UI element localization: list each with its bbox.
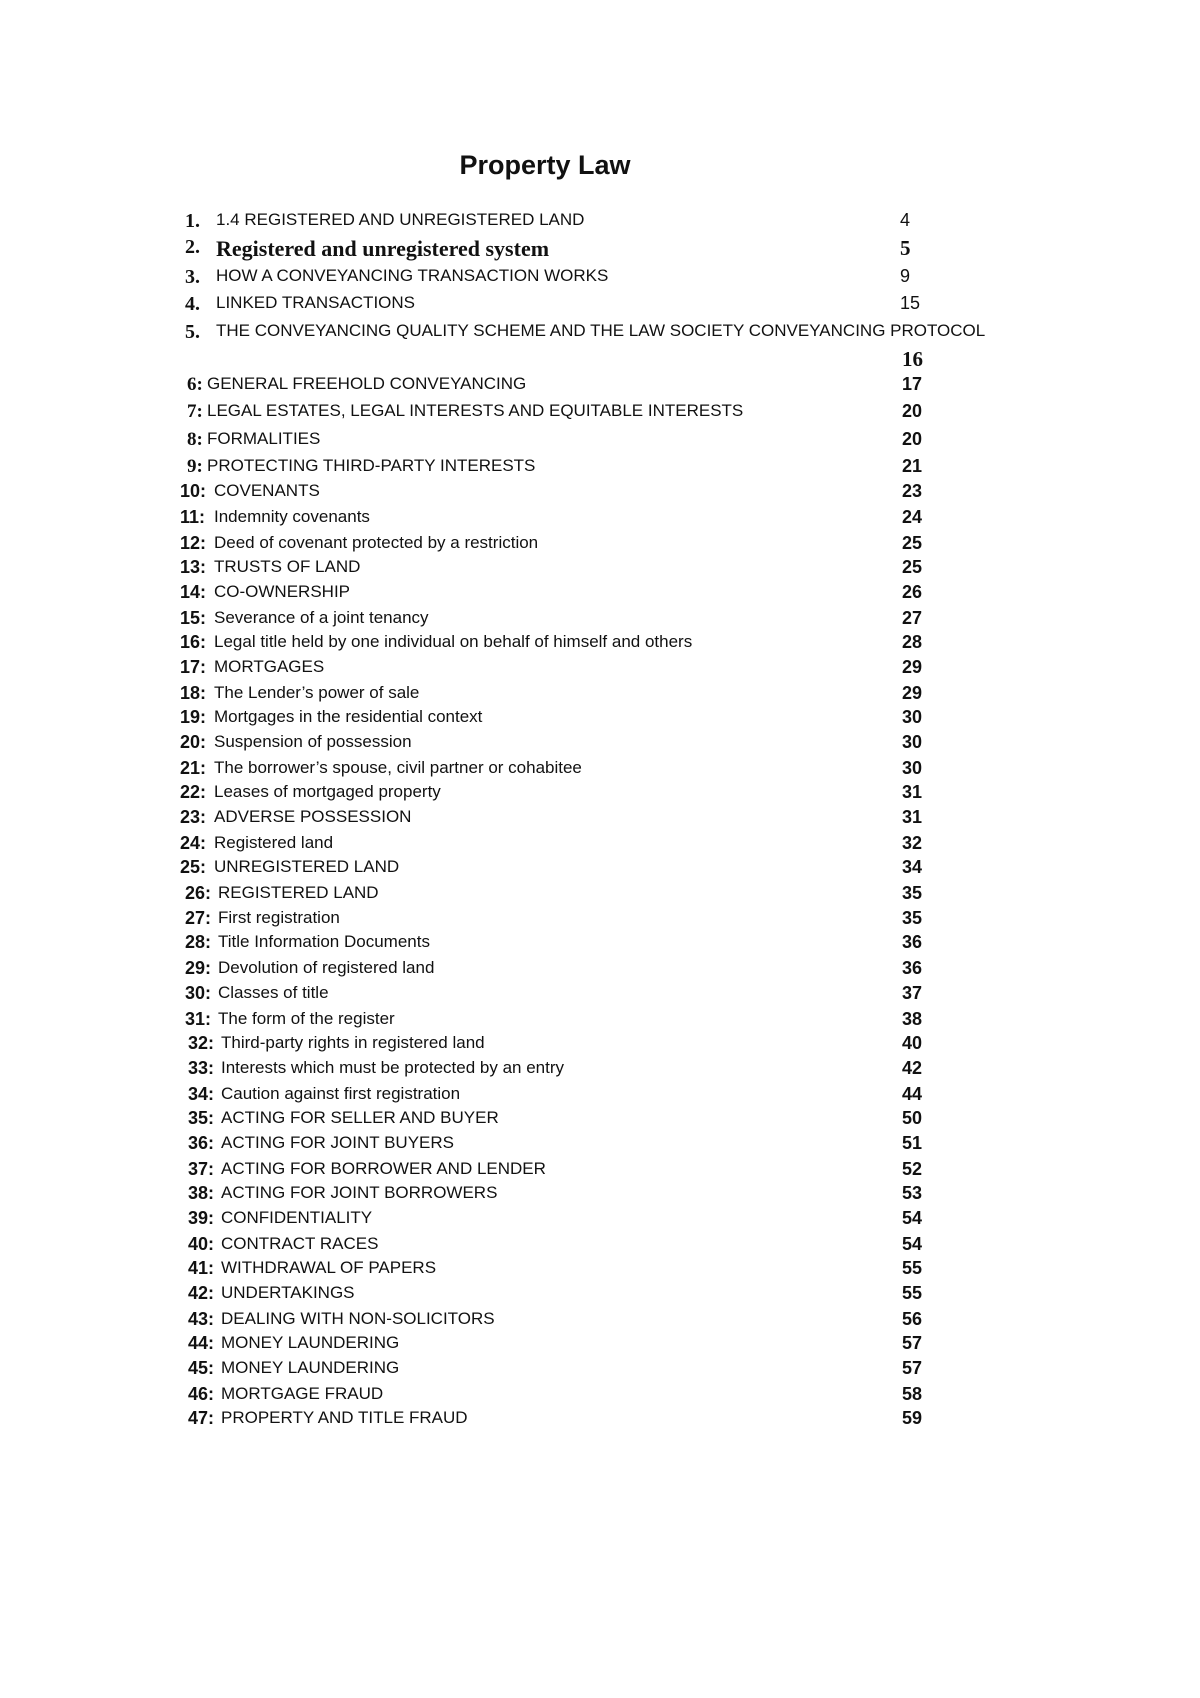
toc-entry-number: 24:: [180, 833, 207, 853]
toc-entry-page: 23: [902, 481, 923, 501]
toc-entry-page: 52: [902, 1159, 923, 1179]
toc-entry-page: 51: [902, 1133, 923, 1153]
toc-entry: [0, 321, 1200, 371]
toc-entry-page: 35: [902, 908, 923, 928]
toc-entry-page: 27: [902, 608, 923, 628]
toc-entry-title: Registered land: [214, 833, 334, 852]
toc-entry-page: 42: [902, 1058, 923, 1078]
toc-entry-page: 29: [902, 683, 923, 703]
toc-entry-page: 24: [902, 507, 923, 527]
toc-entry: [0, 210, 1200, 236]
toc-entry-page: 34: [902, 857, 923, 877]
toc-entry: [0, 707, 1200, 733]
toc-entry: [0, 983, 1200, 1009]
toc-entry: [0, 456, 1200, 482]
toc-entry-title: LINKED TRANSACTIONS: [216, 293, 416, 312]
toc-entry-page: 16: [902, 347, 923, 371]
toc-entry-number: 44:: [188, 1333, 215, 1353]
toc-entry-page: 57: [902, 1333, 923, 1353]
toc-entry-number: 11:: [180, 507, 206, 527]
toc-entry-page: 32: [902, 833, 923, 853]
toc-entry: [0, 1108, 1200, 1134]
toc-entry-title: TRUSTS OF LAND: [214, 557, 361, 576]
toc-entry-number: 22:: [180, 782, 207, 802]
toc-entry-number: 20:: [180, 732, 207, 752]
toc-entry-title: UNREGISTERED LAND: [214, 857, 400, 876]
toc-entry-title: Interests which must be protected by an entry: [221, 1058, 565, 1077]
toc-entry-number: 6:: [187, 374, 203, 395]
toc-entry-number: 23:: [180, 807, 207, 827]
toc-entry-page: 53: [902, 1183, 923, 1203]
toc-entry-title: WITHDRAWAL OF PAPERS: [221, 1258, 437, 1277]
toc-entry: [0, 782, 1200, 808]
toc-entry-title: The borrower’s spouse, civil partner or cohabitee: [214, 758, 582, 777]
toc-entry: [0, 632, 1200, 658]
toc-entry-title: Classes of title: [218, 983, 329, 1002]
toc-entry-title: CONTRACT RACES: [221, 1234, 379, 1253]
toc-entry-title: Indemnity covenants: [214, 507, 370, 526]
toc-entry-page: 26: [902, 582, 923, 602]
toc-entry-number: 45:: [188, 1358, 215, 1378]
toc-entry-page: 36: [902, 932, 923, 952]
toc-entry-number: 15:: [180, 608, 207, 628]
toc-entry-page: 29: [902, 657, 923, 677]
toc-entry: [0, 958, 1200, 984]
toc-entry: [0, 1084, 1200, 1110]
toc-entry-number: 18:: [180, 683, 207, 703]
toc-entry-number: 32:: [188, 1033, 215, 1053]
toc-entry-title: GENERAL FREEHOLD CONVEYANCING: [207, 374, 527, 393]
toc-entry-number: 2.: [185, 236, 200, 258]
toc-entry-page: 35: [902, 883, 923, 903]
toc-entry-title: Legal title held by one individual on behalf of himself and others: [214, 632, 693, 651]
toc-entry-page: 30: [902, 707, 923, 727]
toc-entry-title: 1.4 REGISTERED AND UNREGISTERED LAND: [216, 210, 585, 229]
toc-entry-page: 50: [902, 1108, 923, 1128]
toc-entry-number: 34:: [188, 1084, 215, 1104]
toc-entry-number: 10:: [180, 481, 207, 501]
toc-entry-number: 1.: [185, 210, 200, 232]
toc-entry: [0, 608, 1200, 634]
toc-entry-number: 13:: [180, 557, 207, 577]
toc-entry-title: LEGAL ESTATES, LEGAL INTERESTS AND EQUITABLE INTERESTS: [207, 401, 744, 420]
toc-entry-page: 57: [902, 1358, 923, 1378]
toc-entry: [0, 401, 1200, 427]
toc-entry-number: 12:: [180, 533, 207, 553]
toc-entry-number: 5.: [185, 321, 200, 343]
toc-entry-title: The Lender’s power of sale: [214, 683, 420, 702]
toc-entry-number: 14:: [180, 582, 207, 602]
toc-entry-title: Devolution of registered land: [218, 958, 435, 977]
toc-entry-page: 25: [902, 557, 923, 577]
page-title: Property Law: [459, 150, 631, 180]
toc-entry-number: 36:: [188, 1133, 215, 1153]
toc-entry-page: 40: [902, 1033, 923, 1053]
toc-entry-number: 47:: [188, 1408, 215, 1428]
toc-entry-title: MONEY LAUNDERING: [221, 1358, 400, 1377]
toc-entry-title: The form of the register: [218, 1009, 395, 1028]
toc-entry-title: Caution against first registration: [221, 1084, 461, 1103]
toc-entry-number: 41:: [188, 1258, 215, 1278]
toc-entry: [0, 374, 1200, 400]
toc-entry-page: 56: [902, 1309, 923, 1329]
toc-entry-number: 33:: [188, 1058, 215, 1078]
toc-entry: [0, 557, 1200, 583]
toc-entry: [0, 1384, 1200, 1410]
toc-entry: [0, 1408, 1200, 1434]
toc-entry-number: 26:: [185, 883, 212, 903]
toc-entry-title: THE CONVEYANCING QUALITY SCHEME AND THE LAW SOCIETY CONVEYANCING PROTOCOL: [216, 321, 986, 340]
toc-entry-page: 20: [902, 429, 923, 449]
toc-entry-title: PROTECTING THIRD-PARTY INTERESTS: [207, 456, 536, 475]
toc-entry-title: Suspension of possession: [214, 732, 412, 751]
toc-entry-title: FORMALITIES: [207, 429, 321, 448]
toc-entry-title: HOW A CONVEYANCING TRANSACTION WORKS: [216, 266, 609, 285]
toc-entry: [0, 683, 1200, 709]
toc-entry: [0, 507, 1200, 533]
toc-entry-title: MORTGAGE FRAUD: [221, 1384, 384, 1403]
toc-entry-page: 59: [902, 1408, 923, 1428]
toc-entry: [0, 908, 1200, 934]
toc-entry-number: 7:: [187, 401, 203, 422]
toc-entry: [0, 1058, 1200, 1084]
toc-entry-number: 25:: [180, 857, 207, 877]
toc-entry: [0, 1033, 1200, 1059]
toc-entry-number: 4.: [185, 293, 200, 315]
toc-entry: [0, 732, 1200, 758]
toc-entry-number: 35:: [188, 1108, 215, 1128]
toc-entry-page: 36: [902, 958, 923, 978]
toc-entry-number: 38:: [188, 1183, 215, 1203]
toc-entry: [0, 429, 1200, 455]
toc-entry-number: 28:: [185, 932, 212, 952]
toc-entry: [0, 1309, 1200, 1335]
toc-entry: [0, 481, 1200, 507]
toc-entry-title: ADVERSE POSSESSION: [214, 807, 412, 826]
toc-entry-page: 38: [902, 1009, 923, 1029]
toc-entry-title: Severance of a joint tenancy: [214, 608, 429, 627]
toc-entry: [0, 1333, 1200, 1359]
toc-entry-number: 39:: [188, 1208, 215, 1228]
toc-entry-page: 54: [902, 1234, 923, 1254]
toc-entry: [0, 293, 1200, 319]
toc-entry: [0, 883, 1200, 909]
toc-entry-number: 27:: [185, 908, 212, 928]
toc-entry-number: 16:: [180, 632, 207, 652]
toc-entry-page: 30: [902, 758, 923, 778]
toc-entry-title: ACTING FOR JOINT BUYERS: [221, 1133, 454, 1152]
toc-entry-number: 42:: [188, 1283, 215, 1303]
toc-entry: [0, 1183, 1200, 1209]
toc-entry: [0, 582, 1200, 608]
toc-entry-number: 29:: [185, 958, 212, 978]
toc-entry-title: UNDERTAKINGS: [221, 1283, 355, 1302]
toc-entry: [0, 807, 1200, 833]
toc-entry: [0, 1009, 1200, 1035]
toc-entry-title: Leases of mortgaged property: [214, 782, 441, 801]
toc-entry-page: 5: [900, 236, 911, 260]
toc-entry-number: 31:: [185, 1009, 212, 1029]
toc-entry: [0, 1159, 1200, 1185]
toc-entry-title: Third-party rights in registered land: [221, 1033, 485, 1052]
toc-entry-title: DEALING WITH NON-SOLICITORS: [221, 1309, 495, 1328]
toc-entry-page: 31: [902, 807, 923, 827]
toc-entry-page: 54: [902, 1208, 923, 1228]
toc-entry-page: 17: [902, 374, 923, 394]
toc-entry-number: 21:: [180, 758, 207, 778]
toc-entry-page: 20: [902, 401, 923, 421]
toc-entry: [0, 657, 1200, 683]
toc-entry-page: 55: [902, 1283, 923, 1303]
toc-entry-title: Deed of covenant protected by a restriction: [214, 533, 539, 552]
toc-entry-number: 46:: [188, 1384, 215, 1404]
toc-entry-page: 9: [900, 266, 911, 286]
toc-entry-page: 25: [902, 533, 923, 553]
toc-entry-number: 30:: [185, 983, 212, 1003]
toc-entry-page: 44: [902, 1084, 923, 1104]
toc-entry: [0, 1208, 1200, 1234]
toc-entry: [0, 1283, 1200, 1309]
toc-entry-page: 4: [900, 210, 911, 230]
toc-entry-title: MORTGAGES: [214, 657, 325, 676]
toc-entry-number: 19:: [180, 707, 207, 727]
toc-entry-page: 28: [902, 632, 923, 652]
toc-entry: [0, 1258, 1200, 1284]
toc-entry-number: 17:: [180, 657, 207, 677]
toc-entry-title: Registered and unregistered system: [216, 236, 550, 261]
toc-entry-page: 31: [902, 782, 923, 802]
toc-entry-title: CONFIDENTIALITY: [221, 1208, 373, 1227]
toc-entry-page: 37: [902, 983, 923, 1003]
toc-entry-number: 8:: [187, 429, 203, 450]
toc-entry-number: 40:: [188, 1234, 215, 1254]
toc-entry: [0, 857, 1200, 883]
toc-entry: [0, 266, 1200, 292]
toc-entry-page: 15: [900, 293, 921, 313]
toc-entry-page: 30: [902, 732, 923, 752]
toc-entry: [0, 758, 1200, 784]
toc-entry: [0, 1358, 1200, 1384]
toc-entry-title: COVENANTS: [214, 481, 320, 500]
toc-entry-number: 37:: [188, 1159, 215, 1179]
toc-entry-title: REGISTERED LAND: [218, 883, 379, 902]
toc-entry-title: ACTING FOR JOINT BORROWERS: [221, 1183, 498, 1202]
toc-entry-page: 21: [902, 456, 923, 476]
toc-entry: [0, 1234, 1200, 1260]
toc-entry: [0, 932, 1200, 958]
toc-entry-title: Title Information Documents: [218, 932, 430, 951]
toc-entry-number: 9:: [187, 456, 203, 477]
toc-entry-title: PROPERTY AND TITLE FRAUD: [221, 1408, 468, 1427]
toc-entry: [0, 1133, 1200, 1159]
toc-entry-title: ACTING FOR SELLER AND BUYER: [221, 1108, 499, 1127]
toc-entry-title: ACTING FOR BORROWER AND LENDER: [221, 1159, 546, 1178]
toc-entry-title: CO-OWNERSHIP: [214, 582, 350, 601]
toc-entry-page: 55: [902, 1258, 923, 1278]
toc-entry-title: First registration: [218, 908, 340, 927]
toc-entry-number: 3.: [185, 266, 200, 288]
toc-entry-title: MONEY LAUNDERING: [221, 1333, 400, 1352]
toc-entry: [0, 833, 1200, 859]
toc-entry-title: Mortgages in the residential context: [214, 707, 483, 726]
toc-entry: [0, 533, 1200, 559]
toc-entry: [0, 236, 1200, 262]
toc-entry-number: 43:: [188, 1309, 215, 1329]
toc-entry-page: 58: [902, 1384, 923, 1404]
